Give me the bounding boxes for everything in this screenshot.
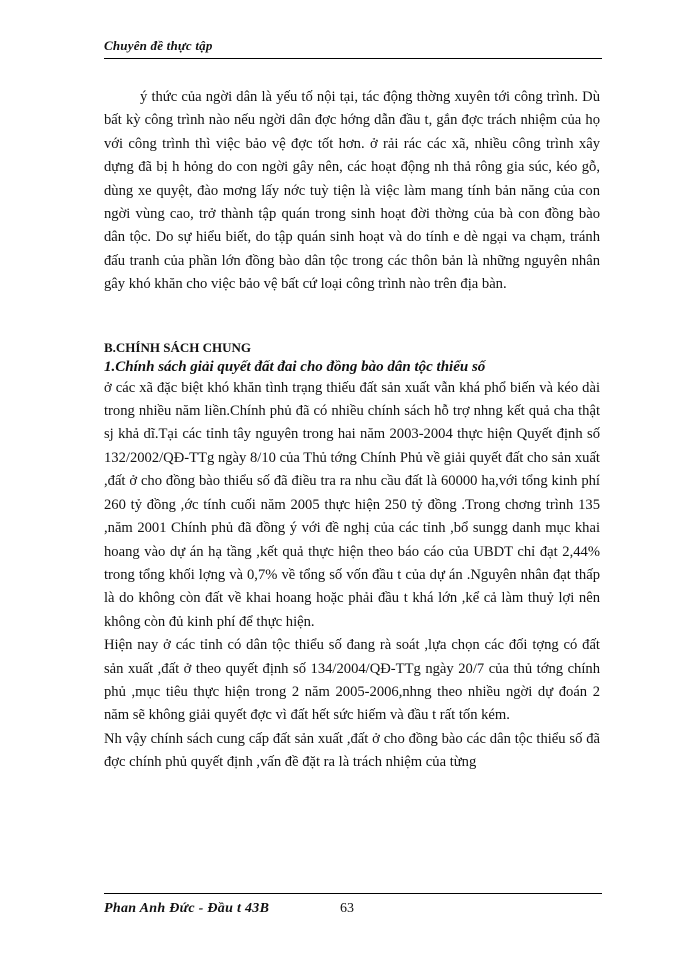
section-heading: B.CHÍNH SÁCH CHUNG bbox=[104, 339, 251, 355]
body-paragraph: ở các xã đặc biệt khó khăn tình trạng thiếu đất sản xuất vẫn khá phổ biến và kéo dài trong nhiều năm liền.Chính phủ đã có nhiều chính sách hỗ trợ nhng kết quả cha thật sj khả dĩ.Tại các tỉnh tây nguyên trong hai năm 2003-2004 thực hiện Quyết định số 132/2002/QĐ-TTg ngày 8/10 của Thủ tớng Chính Phủ về giải quyết đất cho sản xuất ,đất ở cho đồng bào thiểu số đã điều tra ra nhu cầu đất là 60000 ha,với tổng kinh phí 260 tỷ đồng ,ớc tính cuối năm 2005 thực hiện 250 tỷ đồng .Trong chơng trình 135 ,năm 2001 Chính phủ đã đồng ý với đề nghị của các tỉnh ,bổ sungg danh mục khai hoang vào dự án hạ tầng ,kết quả thực hiện theo báo cáo của UBDT chỉ đạt 2,44% trong tổng khối lợng và 0,7% về tổng số vốn đầu t của dự án .Nguyên nhân đạt thấp là do không còn đất về khai hoang hoặc phải đầu t khá lớn ,kể cả làm thuỷ lợi nên không còn đủ kinh phí để thực hiện. bbox=[104, 379, 600, 630]
header-divider bbox=[104, 58, 602, 59]
document-body bbox=[104, 86, 600, 775]
subsection-heading: 1.Chính sách giải quyết đất đai cho đồng bào dân tộc thiểu số bbox=[104, 358, 486, 375]
paragraph-gap bbox=[104, 297, 600, 339]
footer-author: Phan Anh Đức - Đầu t 43B bbox=[104, 901, 270, 916]
body-paragraph: Hiện nay ở các tỉnh có dân tộc thiểu số đang rà soát ,lựa chọn các đối tợng có đất sản xuất ,đất ở theo quyết định số 134/2004/QĐ-TTg ngày 20/7 của thủ tớng chính phủ ,mục tiêu thực hiện trong 2 năm 2005-2006,nhng theo nhiều ngời dự đoán 2 năm sẽ không giải quyết đợc vì đất hết sức hiếm và đầu t rất tốn kém. bbox=[104, 637, 600, 724]
footer-divider bbox=[104, 893, 602, 894]
body-paragraph: Nh vậy chính sách cung cấp đất sản xuất ,đất ở cho đồng bào các dân tộc thiểu số đã đợc chính phủ quyết định ,vấn đề đặt ra là trách nhiệm của từng bbox=[104, 730, 600, 771]
page-number: 63 bbox=[340, 901, 354, 916]
page-header bbox=[104, 38, 602, 54]
header-title: Chuyên đề thực tập bbox=[104, 38, 213, 53]
body-paragraph: ý thức của ngời dân là yếu tố nội tại, tác động thờng xuyên tới công trình. Dù bất kỳ công trình nào nếu ngời dân đợc hớng dẫn đầu t, gắn đợc trách nhiệm của họ với công trình thì việc bảo vệ đợc tốt hơn. ở rải rác các xã, nhiều công trình xây dựng đã bị h hỏng do con ngời gây nên, các hoạt động nh thả rông gia súc, kéo gỗ, dùng xe quyệt, đào mơng lấy nớc tuỳ tiện là việc làm mang tính bản năng của con ngời vùng cao, trở thành tập quán trong sinh hoạt đời thờng của bà con đồng bào dân tộc. Do sự hiểu biết, do tập quán sinh hoạt và do tính e dè ngại va chạm, tránh đấu tranh của phần lớn đồng bào dân tộc trong các thôn bản là những nguyên nhân gây khó khăn cho việc bảo vệ bất cứ loại công trình nào trên địa bàn. bbox=[104, 89, 600, 293]
